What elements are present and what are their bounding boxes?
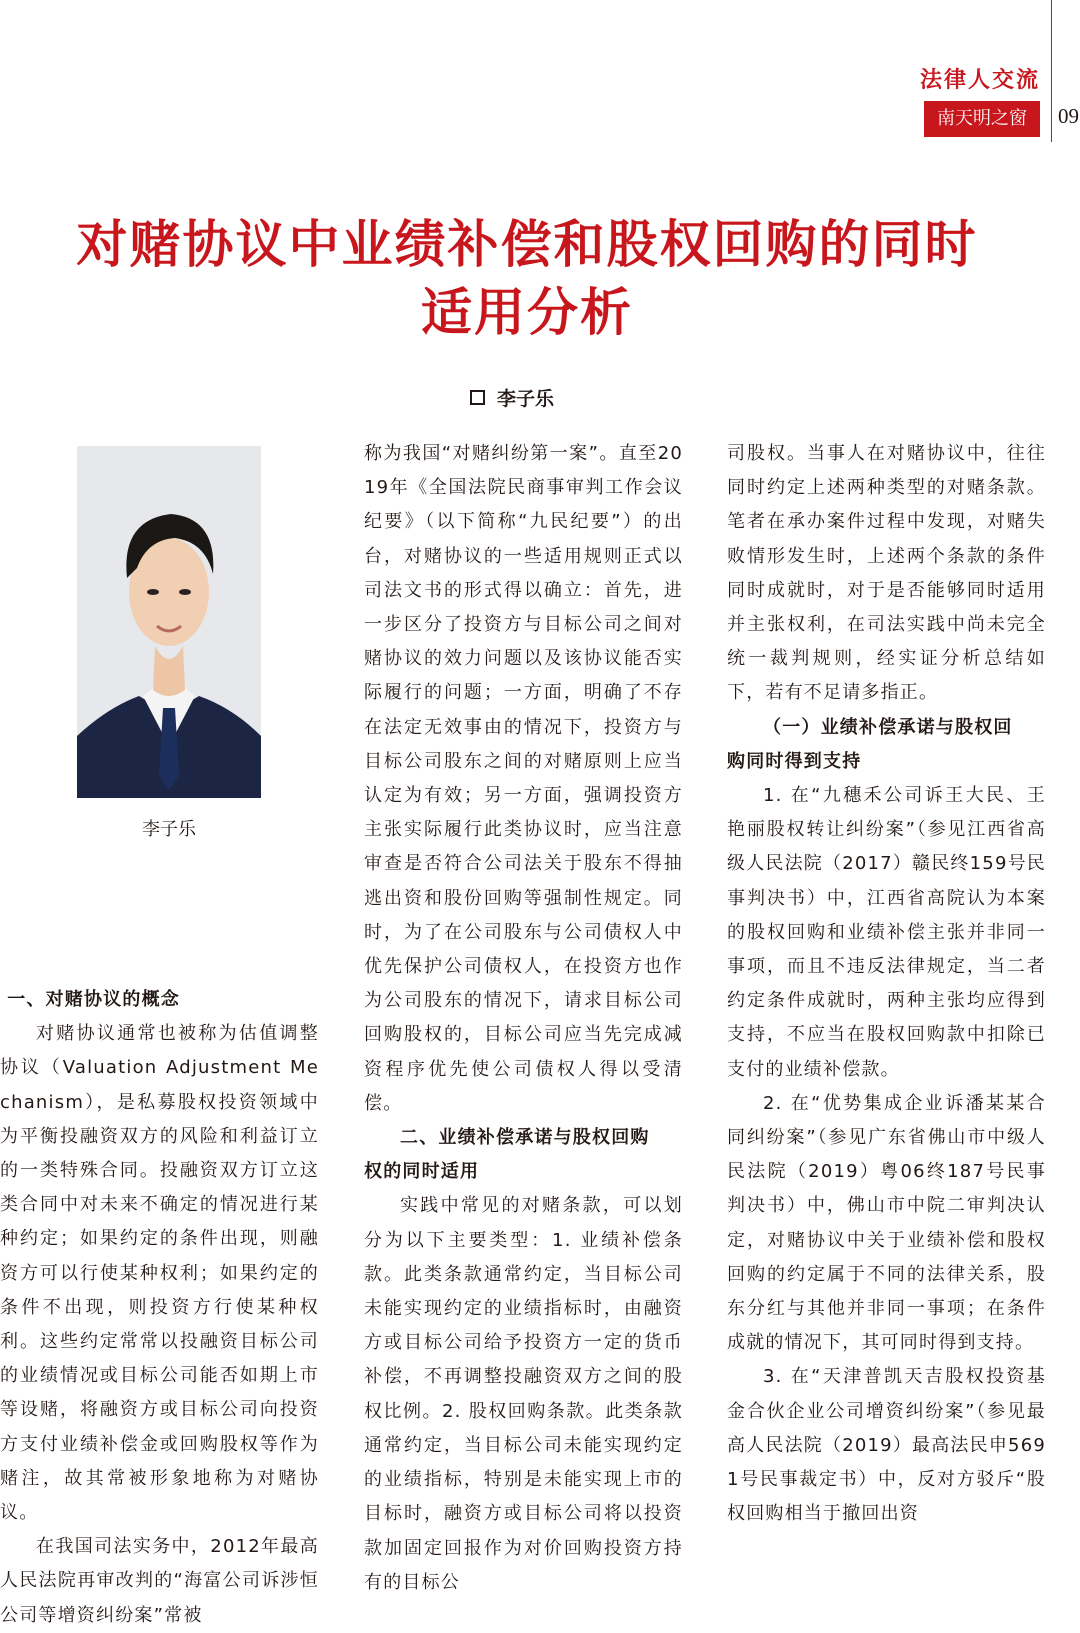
section-heading-simultaneous-application [364, 1121, 683, 1155]
paragraph: 2. 在“优势集成企业诉潘某某合同纠纷案”（参见广东省佛山市中级人民法院（2019）粤06终187号民事判决书）中，佛山市中院二审判决认定，对赌协议中关于业绩补偿和股权回购的约定属于不同的法律关系，股东分红与其他并非同一事项；在条件成就的情况下，其可同时得到支持。 [727, 1092, 1046, 1354]
paragraph: 对赌协议通常也被称为估值调整协议（Valuation Adjustment Mechanism），是私募股权投资领域中为平衡投融资双方的风险和利益订立的一类特殊合同。投融资双方订立这类合同中对未来不确定的情况进行某种约定；如果约定的条件出现，则融资方可以行使某种权利；如果约定的条件不出现，则投资方行使某种权利。这些约定常常以投融资目标公司的业绩情况或目标公司能否如期上市等设赌，将融资方或目标公司向投资方支付业绩补偿金或回购股权等作为赌注，故其常被形象地称为对赌协议。 [0, 1023, 319, 1524]
column-title: 法律人交流 [919, 68, 1040, 93]
section-heading-line-1: 二、业绩补偿承诺与股权回购 [400, 1127, 650, 1149]
article-title [0, 212, 1054, 348]
subsection-heading-line-2: 购同时得到支持 [727, 750, 862, 772]
paragraph: 在我国司法实务中，2012年最高人民法院再审改判的“海富公司诉涉恒公司等增资纠纷案”常被 [0, 1536, 319, 1626]
subsection-heading-line-1: （一）业绩补偿承诺与股权回 [763, 716, 1013, 738]
author-byline [470, 384, 554, 411]
paragraph: 称为我国“对赌纠纷第一案”。直至2019年《全国法院民商事审判工作会议纪要》（以下简称“九民纪要”）的出台，对赌协议的一些适用规则正式以司法文书的形式得以确立：首先，进一步区分了投资方与目标公司之间对赌协议的效力问题以及该协议能否实际履行的问题；一方面，明确了不存在法定无效事由的情况下，投资方与目标公司股东之间的对赌原则上应当认定为有效；另一方面，强调投资方主张实际履行此类协议时，应当注意审查是否符合公司法关于股东不得抽逃出资和股份回购等强制性规定。同时，为了在公司股东与公司债权人中优先保护公司债权人，在投资方也作为公司股东的情况下，请求目标公司回购股权的，目标公司应当先完成减资程序优先使公司债权人得以受清偿。 [364, 443, 683, 1114]
section-heading-concept: 一、对赌协议的概念 [7, 989, 180, 1010]
author-photo [77, 446, 261, 798]
article-title-line-2: 适用分析 [420, 284, 633, 343]
square-icon [470, 390, 485, 405]
page-number: 09 [1058, 104, 1079, 128]
article-column-3 [727, 437, 1046, 1532]
subsection-heading-both-supported [727, 711, 1046, 745]
paragraph: 1. 在“九穗禾公司诉王大民、王艳丽股权转让纠纷案”（参见江西省高级人民法院（2017）赣民终159号民事判决书）中，江西省高院认为本案的股权回购和业绩补偿主张并非同一事项，而且不违反法律规定，当二者约定条件成就时，两种主张均应得到支持，不应当在股权回购款中扣除已支付的业绩补偿款。 [727, 785, 1046, 1080]
column-subtitle-badge: 南天明之窗 [924, 101, 1040, 137]
article-column-1 [0, 983, 319, 1633]
section-heading-line-2: 权的同时适用 [364, 1161, 480, 1183]
photo-caption: 李子乐 [142, 819, 196, 840]
author-name: 李子乐 [497, 388, 555, 410]
paragraph: 司股权。当事人在对赌协议中，往往同时约定上述两种类型的对赌条款。笔者在承办案件过程中发现，对赌失败情形发生时，上述两个条款的条件同时成就时，对于是否能够同时适用并主张权利，在司法实践中尚未完全统一裁判规则，经实证分析总结如下，若有不足请多指正。 [727, 443, 1046, 704]
header-divider-line [1051, 0, 1052, 142]
article-title-line-1: 对赌协议中业绩补偿和股权回购的同时 [76, 216, 978, 275]
paragraph: 实践中常见的对赌条款，可以划分为以下主要类型：1. 业绩补偿条款。此类条款通常约定，当目标公司未能实现约定的业绩指标时，由融资方或目标公司给予投资方一定的货币补偿，不再调整投融资双方之间的股权比例。2. 股权回购条款。此类条款通常约定，当目标公司未能实现约定的业绩指标，特别是未能实现上市的目标时，融资方或目标公司将以投资款加固定回报作为对价回购投资方持有的目标公 [364, 1195, 683, 1593]
paragraph: 3. 在“天津普凯天吉股权投资基金合伙企业公司增资纠纷案”（参见最高人民法院（2019）最高法民申5691号民事裁定书）中，反对方驳斥“股权回购相当于撤回出资 [727, 1366, 1046, 1525]
article-column-2 [364, 437, 683, 1600]
author-portrait-illustration [77, 446, 261, 798]
